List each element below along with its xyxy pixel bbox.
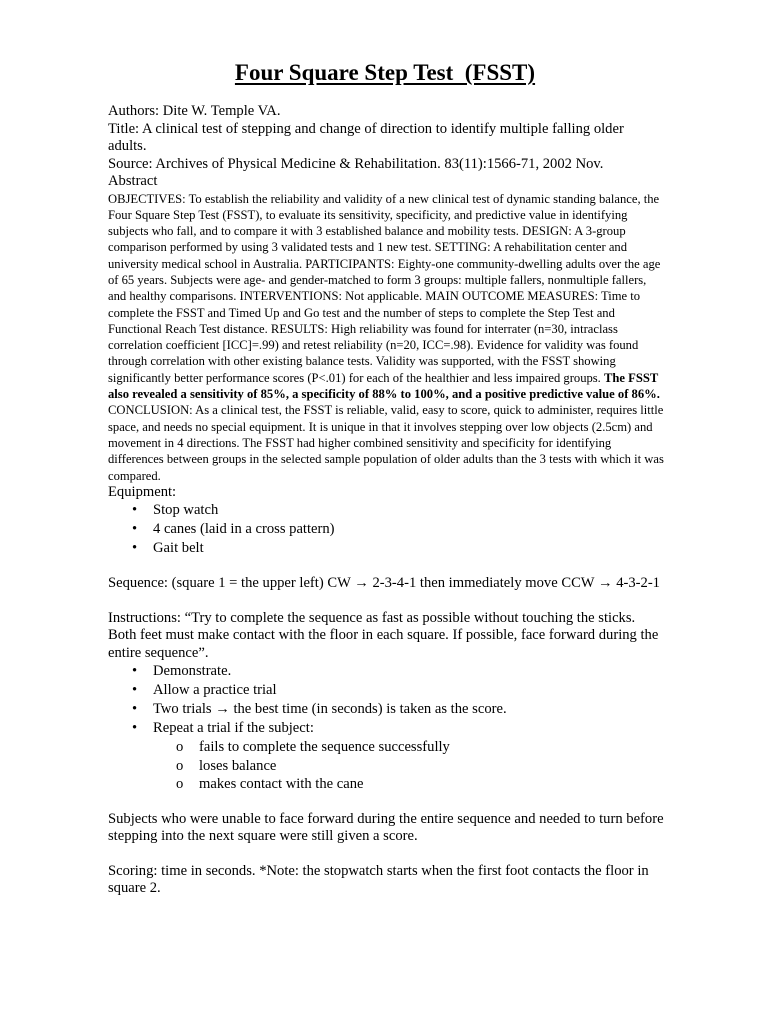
list-item-text: 4 canes (laid in a cross pattern) (153, 521, 335, 538)
equipment-list (108, 501, 664, 558)
article-title-line: Title: A clinical test of stepping and change of direction to identify multiple falling older adults. (108, 120, 624, 154)
spacer (108, 794, 664, 811)
list-item (108, 719, 664, 738)
bullet-icon: • (132, 682, 138, 699)
abstract-part-2: CONCLUSION: As a clinical test, the FSST is reliable, valid, easy to score, quick to administer, requires little space, and needs no special equipment. It is unique in that it involves stepping over low objects (2.5cm) and movement in 4 directions. The FSST had higher combined sensitivity and specificity for identifying differences between groups in the selected sample population of older adults than the 3 tests with which it was compared. (108, 403, 664, 483)
list-item-text: Stop watch (153, 502, 219, 519)
repeat-conditions-list (108, 738, 664, 794)
sub-list-item-text: makes contact with the cane (199, 776, 364, 793)
list-item (108, 539, 664, 558)
sub-list-item-text: fails to complete the sequence successfully (199, 739, 450, 756)
authors-line: Authors: Dite W. Temple VA. (108, 103, 281, 119)
list-item (108, 681, 664, 700)
abstract-part-1: OBJECTIVES: To establish the reliability and validity of a new clinical test of dynamic standing balance, the Four Square Step Test (FSST), to evaluate its sensitivity, specificity, and predictive value in identifying subjects who fall, and to compare it with 3 established balance and mobility tests. DESIGN: A 3-group comparison performed by using 3 validated tests and 1 new test. SETTING: A rehabilitation center and university medical school in Australia. PARTICIPANTS: Eighty-one community-dwelling adults over the age of 65 years. Subjects were age- and gender-matched to form 3 groups: multiple fallers, nonmultiple fallers, and healthy comparisons. INTERVENTIONS: Not applicable. MAIN OUTCOME MEASURES: Time to complete the FSST and Timed Up and Go test and the number of steps to complete the Step Test and Functional Reach Test distance. RESULTS: High reliability was found for interrater (n=30, intraclass correlation coefficient [ICC]=.99) and retest reliability (n=20, ICC=.98). Evidence for validity was found through correlation with other existing balance tests. Validity was supported, with the FSST showing significantly better performance scores (P<.01) for each of the healthier and less impaired groups. (108, 191, 661, 385)
circle-bullet-icon: o (176, 776, 184, 793)
instructions-paragraph: Instructions: “Try to complete the sequence as fast as possible without touching the sticks. Both feet must make contact with the floor in each square. If possible, face forward during the entire sequence”. (108, 609, 659, 661)
list-item-text: Two trials → the best time (in seconds) is taken as the score. (153, 701, 507, 718)
abstract-label: Abstract (108, 173, 158, 189)
circle-bullet-icon: o (176, 757, 184, 774)
list-item (108, 662, 664, 681)
sub-list-item (108, 757, 664, 776)
document-body (108, 103, 664, 898)
scoring-paragraph: Scoring: time in seconds. *Note: the stopwatch starts when the first foot contacts the floor in square 2. (108, 862, 649, 897)
spacer (108, 846, 664, 863)
bullet-icon: • (132, 521, 138, 538)
instructions-list (108, 662, 664, 738)
sequence-paragraph: Sequence: (square 1 = the upper left) CW → 2-3-4-1 then immediately move CCW → 4-3-2-1 (108, 575, 660, 592)
list-item-text: Allow a practice trial (153, 682, 277, 699)
equipment-label: Equipment: (108, 483, 177, 500)
abstract-highlight: The FSST also revealed a sensitivity of 85%, a specificity of 88% to 100%, and a positive predictive value of 86%. (108, 370, 660, 402)
spacer (108, 558, 664, 575)
subjects-note-paragraph: Subjects who were unable to face forward during the entire sequence and needed to turn before stepping into the next square were still given a score. (108, 810, 664, 845)
sub-list-item (108, 738, 664, 757)
source-line: Source: Archives of Physical Medicine & Rehabilitation. 83(11):1566-71, 2002 Nov. (108, 155, 604, 172)
list-item-text: Demonstrate. (153, 663, 232, 680)
page-title: Four Square Step Test (FSST) (234, 60, 536, 85)
list-item-text: Repeat a trial if the subject: (153, 720, 314, 737)
bullet-icon: • (132, 720, 138, 737)
spacer (108, 593, 664, 610)
sub-list-item-text: loses balance (199, 757, 277, 774)
bullet-icon: • (132, 540, 138, 557)
bullet-icon: • (132, 663, 138, 680)
list-item (108, 700, 664, 719)
bullet-icon: • (132, 701, 138, 718)
bullet-icon: • (132, 502, 138, 519)
sub-list-item (108, 775, 664, 794)
list-item (108, 501, 664, 520)
list-item (108, 520, 664, 539)
circle-bullet-icon: o (176, 739, 184, 756)
list-item-text: Gait belt (153, 540, 204, 557)
abstract-text (108, 191, 664, 484)
